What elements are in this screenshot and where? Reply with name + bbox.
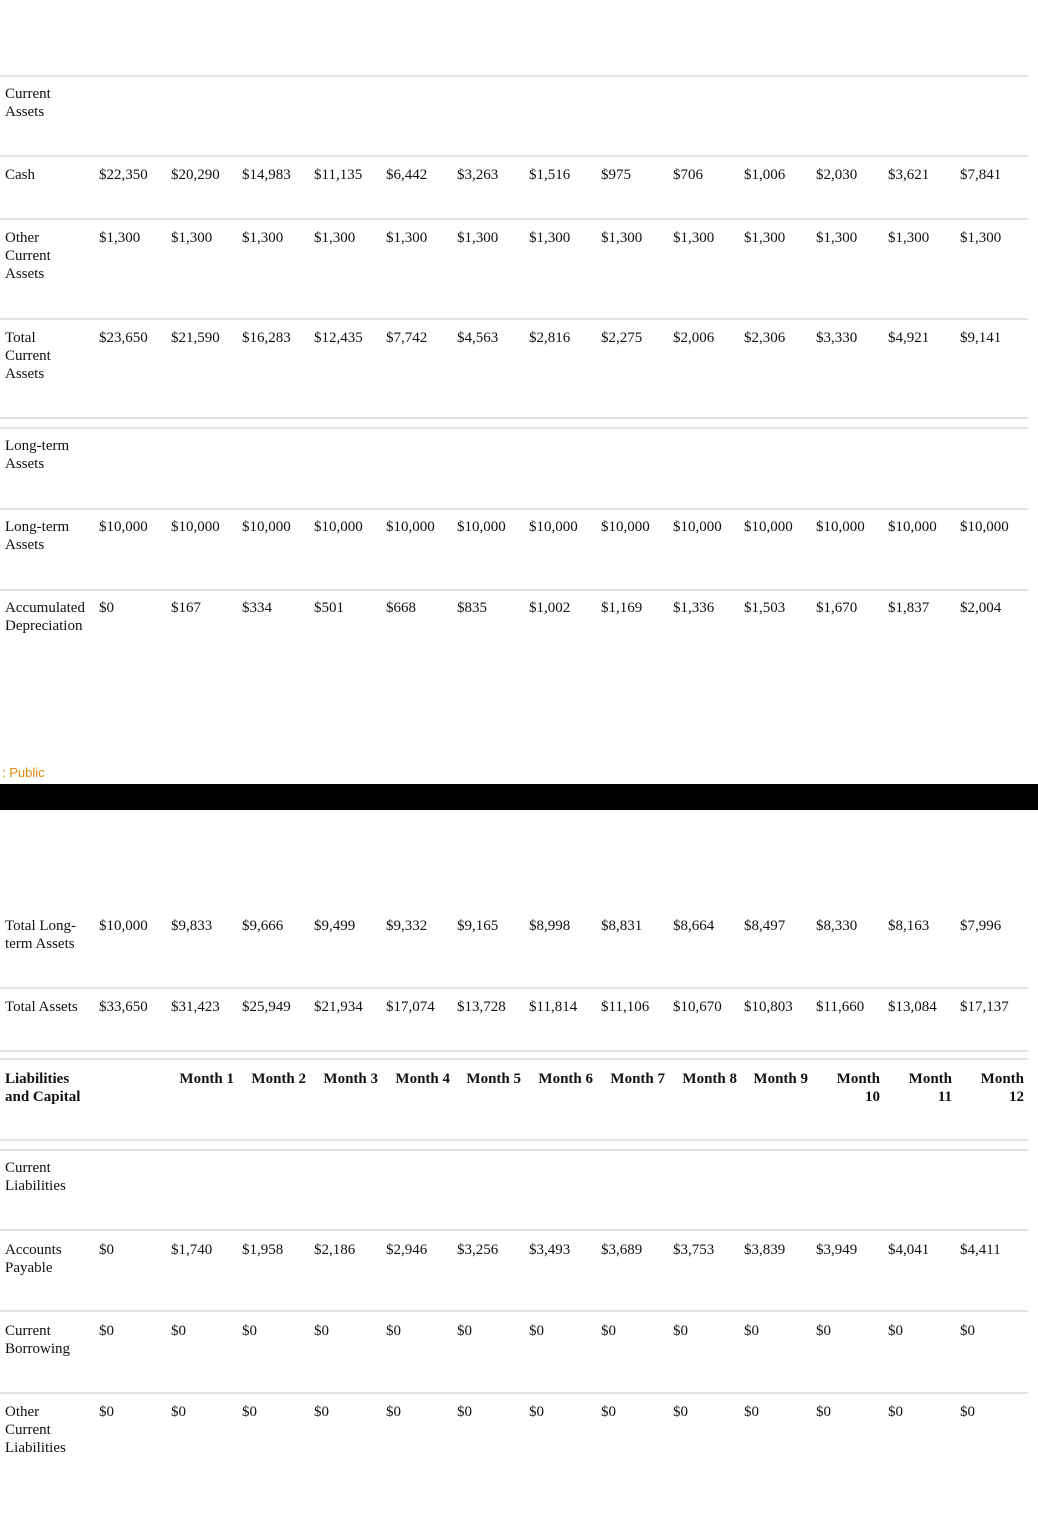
- asset-cell: $1,300: [314, 230, 356, 246]
- row-separator: [0, 987, 1028, 989]
- asset-cell: $1,300: [673, 230, 715, 246]
- liability-cell: $0: [386, 1404, 401, 1420]
- total-cell: $10,803: [744, 999, 793, 1015]
- row-separator: [0, 1310, 1028, 1312]
- asset-cell: $6,442: [386, 167, 428, 183]
- asset-cell: $835: [457, 600, 487, 616]
- asset-cell: $3,330: [816, 330, 858, 346]
- total-cell: $10,670: [673, 999, 722, 1015]
- liability-cell: $0: [888, 1323, 903, 1339]
- asset-cell: $10,000: [457, 519, 506, 535]
- asset-cell: $14,983: [242, 167, 291, 183]
- liability-cell: $1,958: [242, 1242, 284, 1258]
- liability-cell: $0: [744, 1404, 759, 1420]
- total-cell: $9,499: [314, 918, 356, 934]
- asset-cell: $1,300: [744, 230, 786, 246]
- asset-cell: $4,563: [457, 330, 499, 346]
- asset-cell: $334: [242, 600, 272, 616]
- row-separator: [0, 1229, 1028, 1231]
- total-cell: $13,084: [888, 999, 937, 1015]
- liability-cell: $3,493: [529, 1242, 571, 1258]
- liability-cell: $0: [816, 1323, 831, 1339]
- total-cell: $11,660: [816, 999, 865, 1015]
- total-cell: $17,137: [960, 999, 1009, 1015]
- liability-cell: $0: [529, 1323, 544, 1339]
- asset-cell: $1,503: [744, 600, 786, 616]
- asset-cell: $4,921: [888, 330, 930, 346]
- total-cell: $7,996: [960, 918, 1002, 934]
- asset-cell: $1,300: [888, 230, 930, 246]
- asset-cell: $3,621: [888, 167, 930, 183]
- total-cell: $8,163: [888, 918, 930, 934]
- classification-label: : Public: [2, 765, 45, 780]
- month-header: Month 9: [753, 1071, 808, 1087]
- row-separator: [0, 508, 1028, 510]
- total-cell: $9,833: [171, 918, 213, 934]
- row-separator: [0, 1392, 1028, 1394]
- asset-cell: $2,306: [744, 330, 786, 346]
- asset-row-label: Total Current Assets: [5, 330, 51, 382]
- asset-row-label: Long-term Assets: [5, 519, 70, 553]
- liability-cell: $3,949: [816, 1242, 858, 1258]
- asset-cell: $10,000: [171, 519, 220, 535]
- asset-cell: $501: [314, 600, 344, 616]
- row-separator: [0, 218, 1028, 220]
- asset-cell: $975: [601, 167, 631, 183]
- liability-cell: $0: [960, 1323, 975, 1339]
- total-cell: $17,074: [386, 999, 435, 1015]
- month-header: Month 5: [466, 1071, 521, 1087]
- asset-cell: $2,006: [673, 330, 715, 346]
- liability-cell: $4,041: [888, 1242, 930, 1258]
- liability-cell: $0: [386, 1323, 401, 1339]
- liability-cell: $2,186: [314, 1242, 356, 1258]
- asset-cell: $7,841: [960, 167, 1002, 183]
- total-cell: $13,728: [457, 999, 506, 1015]
- row-separator: [0, 1050, 1028, 1052]
- asset-cell: $1,300: [457, 230, 499, 246]
- liability-cell: $2,946: [386, 1242, 428, 1258]
- liability-cell: $3,839: [744, 1242, 786, 1258]
- asset-cell: $1,336: [673, 600, 715, 616]
- liability-cell: $3,753: [673, 1242, 715, 1258]
- liability-cell: $0: [171, 1404, 186, 1420]
- liability-cell: $0: [457, 1404, 472, 1420]
- month-header: Month 12: [980, 1071, 1024, 1105]
- asset-cell: $0: [99, 600, 114, 616]
- row-separator: [0, 318, 1028, 320]
- liability-cell: $3,689: [601, 1242, 643, 1258]
- asset-cell: $7,742: [386, 330, 428, 346]
- page-break-bar: [0, 784, 1038, 810]
- asset-cell: $1,300: [960, 230, 1002, 246]
- liability-cell: $0: [816, 1404, 831, 1420]
- asset-cell: $11,135: [314, 167, 363, 183]
- liabilities-header-label: Liabilities and Capital: [5, 1071, 81, 1105]
- total-cell: $9,666: [242, 918, 284, 934]
- month-header: Month 8: [682, 1071, 737, 1087]
- total-cell: $9,332: [386, 918, 428, 934]
- asset-cell: $1,300: [601, 230, 643, 246]
- liability-cell: $0: [673, 1404, 688, 1420]
- liability-cell: $0: [601, 1323, 616, 1339]
- liability-cell: $0: [457, 1323, 472, 1339]
- asset-cell: $1,169: [601, 600, 643, 616]
- total-cell: $31,423: [171, 999, 220, 1015]
- liability-row-label: Accounts Payable: [5, 1242, 62, 1276]
- liability-cell: $0: [960, 1404, 975, 1420]
- total-cell: $21,934: [314, 999, 363, 1015]
- asset-cell: $2,030: [816, 167, 858, 183]
- liability-cell: $0: [99, 1404, 114, 1420]
- liability-cell: $0: [529, 1404, 544, 1420]
- asset-cell: $10,000: [673, 519, 722, 535]
- asset-row-label: Long-term Assets: [5, 438, 70, 472]
- liability-cell: $0: [888, 1404, 903, 1420]
- total-cell: $8,497: [744, 918, 786, 934]
- asset-cell: $10,000: [960, 519, 1009, 535]
- asset-row-label: Current Assets: [5, 86, 51, 120]
- liability-cell: $0: [314, 1323, 329, 1339]
- row-separator: [0, 155, 1028, 157]
- liability-cell: $3,256: [457, 1242, 499, 1258]
- total-cell: $11,814: [529, 999, 578, 1015]
- row-separator: [0, 1139, 1028, 1141]
- liability-cell: $1,740: [171, 1242, 213, 1258]
- asset-cell: $10,000: [314, 519, 363, 535]
- total-cell: $8,998: [529, 918, 571, 934]
- liability-cell: $0: [673, 1323, 688, 1339]
- asset-cell: $3,263: [457, 167, 499, 183]
- asset-cell: $2,816: [529, 330, 571, 346]
- asset-cell: $2,275: [601, 330, 643, 346]
- asset-cell: $2,004: [960, 600, 1002, 616]
- asset-cell: $16,283: [242, 330, 291, 346]
- asset-cell: $1,300: [529, 230, 571, 246]
- asset-cell: $10,000: [888, 519, 937, 535]
- asset-cell: $1,300: [386, 230, 428, 246]
- asset-cell: $23,650: [99, 330, 148, 346]
- asset-cell: $668: [386, 600, 416, 616]
- liability-cell: $0: [601, 1404, 616, 1420]
- asset-cell: $10,000: [816, 519, 865, 535]
- month-header: Month 7: [610, 1071, 665, 1087]
- liability-cell: $0: [242, 1323, 257, 1339]
- month-header: Month 1: [179, 1071, 234, 1087]
- total-cell: $10,000: [99, 918, 148, 934]
- asset-cell: $1,002: [529, 600, 571, 616]
- asset-cell: $1,670: [816, 600, 858, 616]
- asset-cell: $10,000: [242, 519, 291, 535]
- liability-row-label: Other Current Liabilities: [5, 1404, 66, 1456]
- liability-row-label: Current Liabilities: [5, 1160, 66, 1194]
- liability-cell: $0: [314, 1404, 329, 1420]
- month-header: Month 6: [538, 1071, 593, 1087]
- asset-row-label: Cash: [5, 167, 35, 183]
- asset-cell: $22,350: [99, 167, 148, 183]
- asset-cell: $10,000: [601, 519, 650, 535]
- total-cell: $8,664: [673, 918, 715, 934]
- asset-cell: $1,300: [99, 230, 141, 246]
- asset-cell: $10,000: [744, 519, 793, 535]
- asset-cell: $1,300: [816, 230, 858, 246]
- total-cell: $8,330: [816, 918, 858, 934]
- asset-cell: $1,300: [242, 230, 284, 246]
- month-header: Month 2: [251, 1071, 306, 1087]
- total-cell: $11,106: [601, 999, 650, 1015]
- asset-cell: $10,000: [529, 519, 578, 535]
- asset-cell: $10,000: [386, 519, 435, 535]
- liability-cell: $4,411: [960, 1242, 1001, 1258]
- asset-cell: $9,141: [960, 330, 1002, 346]
- asset-row-label: Accumulated Depreciation: [5, 600, 85, 634]
- asset-cell: $706: [673, 167, 703, 183]
- asset-cell: $21,590: [171, 330, 220, 346]
- asset-row-label: Other Current Assets: [5, 230, 51, 282]
- asset-cell: $10,000: [99, 519, 148, 535]
- month-header: Month 11: [908, 1071, 952, 1105]
- asset-cell: $12,435: [314, 330, 363, 346]
- liability-cell: $0: [744, 1323, 759, 1339]
- row-separator: [0, 1149, 1028, 1151]
- row-separator: [0, 75, 1028, 77]
- month-header: Month 3: [323, 1071, 378, 1087]
- asset-cell: $1,300: [171, 230, 213, 246]
- row-separator: [0, 417, 1028, 419]
- liability-cell: $0: [242, 1404, 257, 1420]
- liability-cell: $0: [171, 1323, 186, 1339]
- total-cell: $33,650: [99, 999, 148, 1015]
- liability-cell: $0: [99, 1323, 114, 1339]
- asset-cell: $1,006: [744, 167, 786, 183]
- asset-cell: $1,837: [888, 600, 930, 616]
- total-row-label: Total Long- term Assets: [5, 918, 77, 952]
- total-cell: $9,165: [457, 918, 499, 934]
- month-header: Month 10: [836, 1071, 880, 1105]
- total-cell: $8,831: [601, 918, 643, 934]
- liability-cell: $0: [99, 1242, 114, 1258]
- row-separator: [0, 589, 1028, 591]
- total-cell: $25,949: [242, 999, 291, 1015]
- liability-row-label: Current Borrowing: [5, 1323, 70, 1357]
- asset-cell: $1,516: [529, 167, 571, 183]
- asset-cell: $167: [171, 600, 201, 616]
- row-separator: [0, 1058, 1028, 1060]
- month-header: Month 4: [395, 1071, 450, 1087]
- total-row-label: Total Assets: [5, 999, 78, 1015]
- asset-cell: $20,290: [171, 167, 220, 183]
- row-separator: [0, 427, 1028, 429]
